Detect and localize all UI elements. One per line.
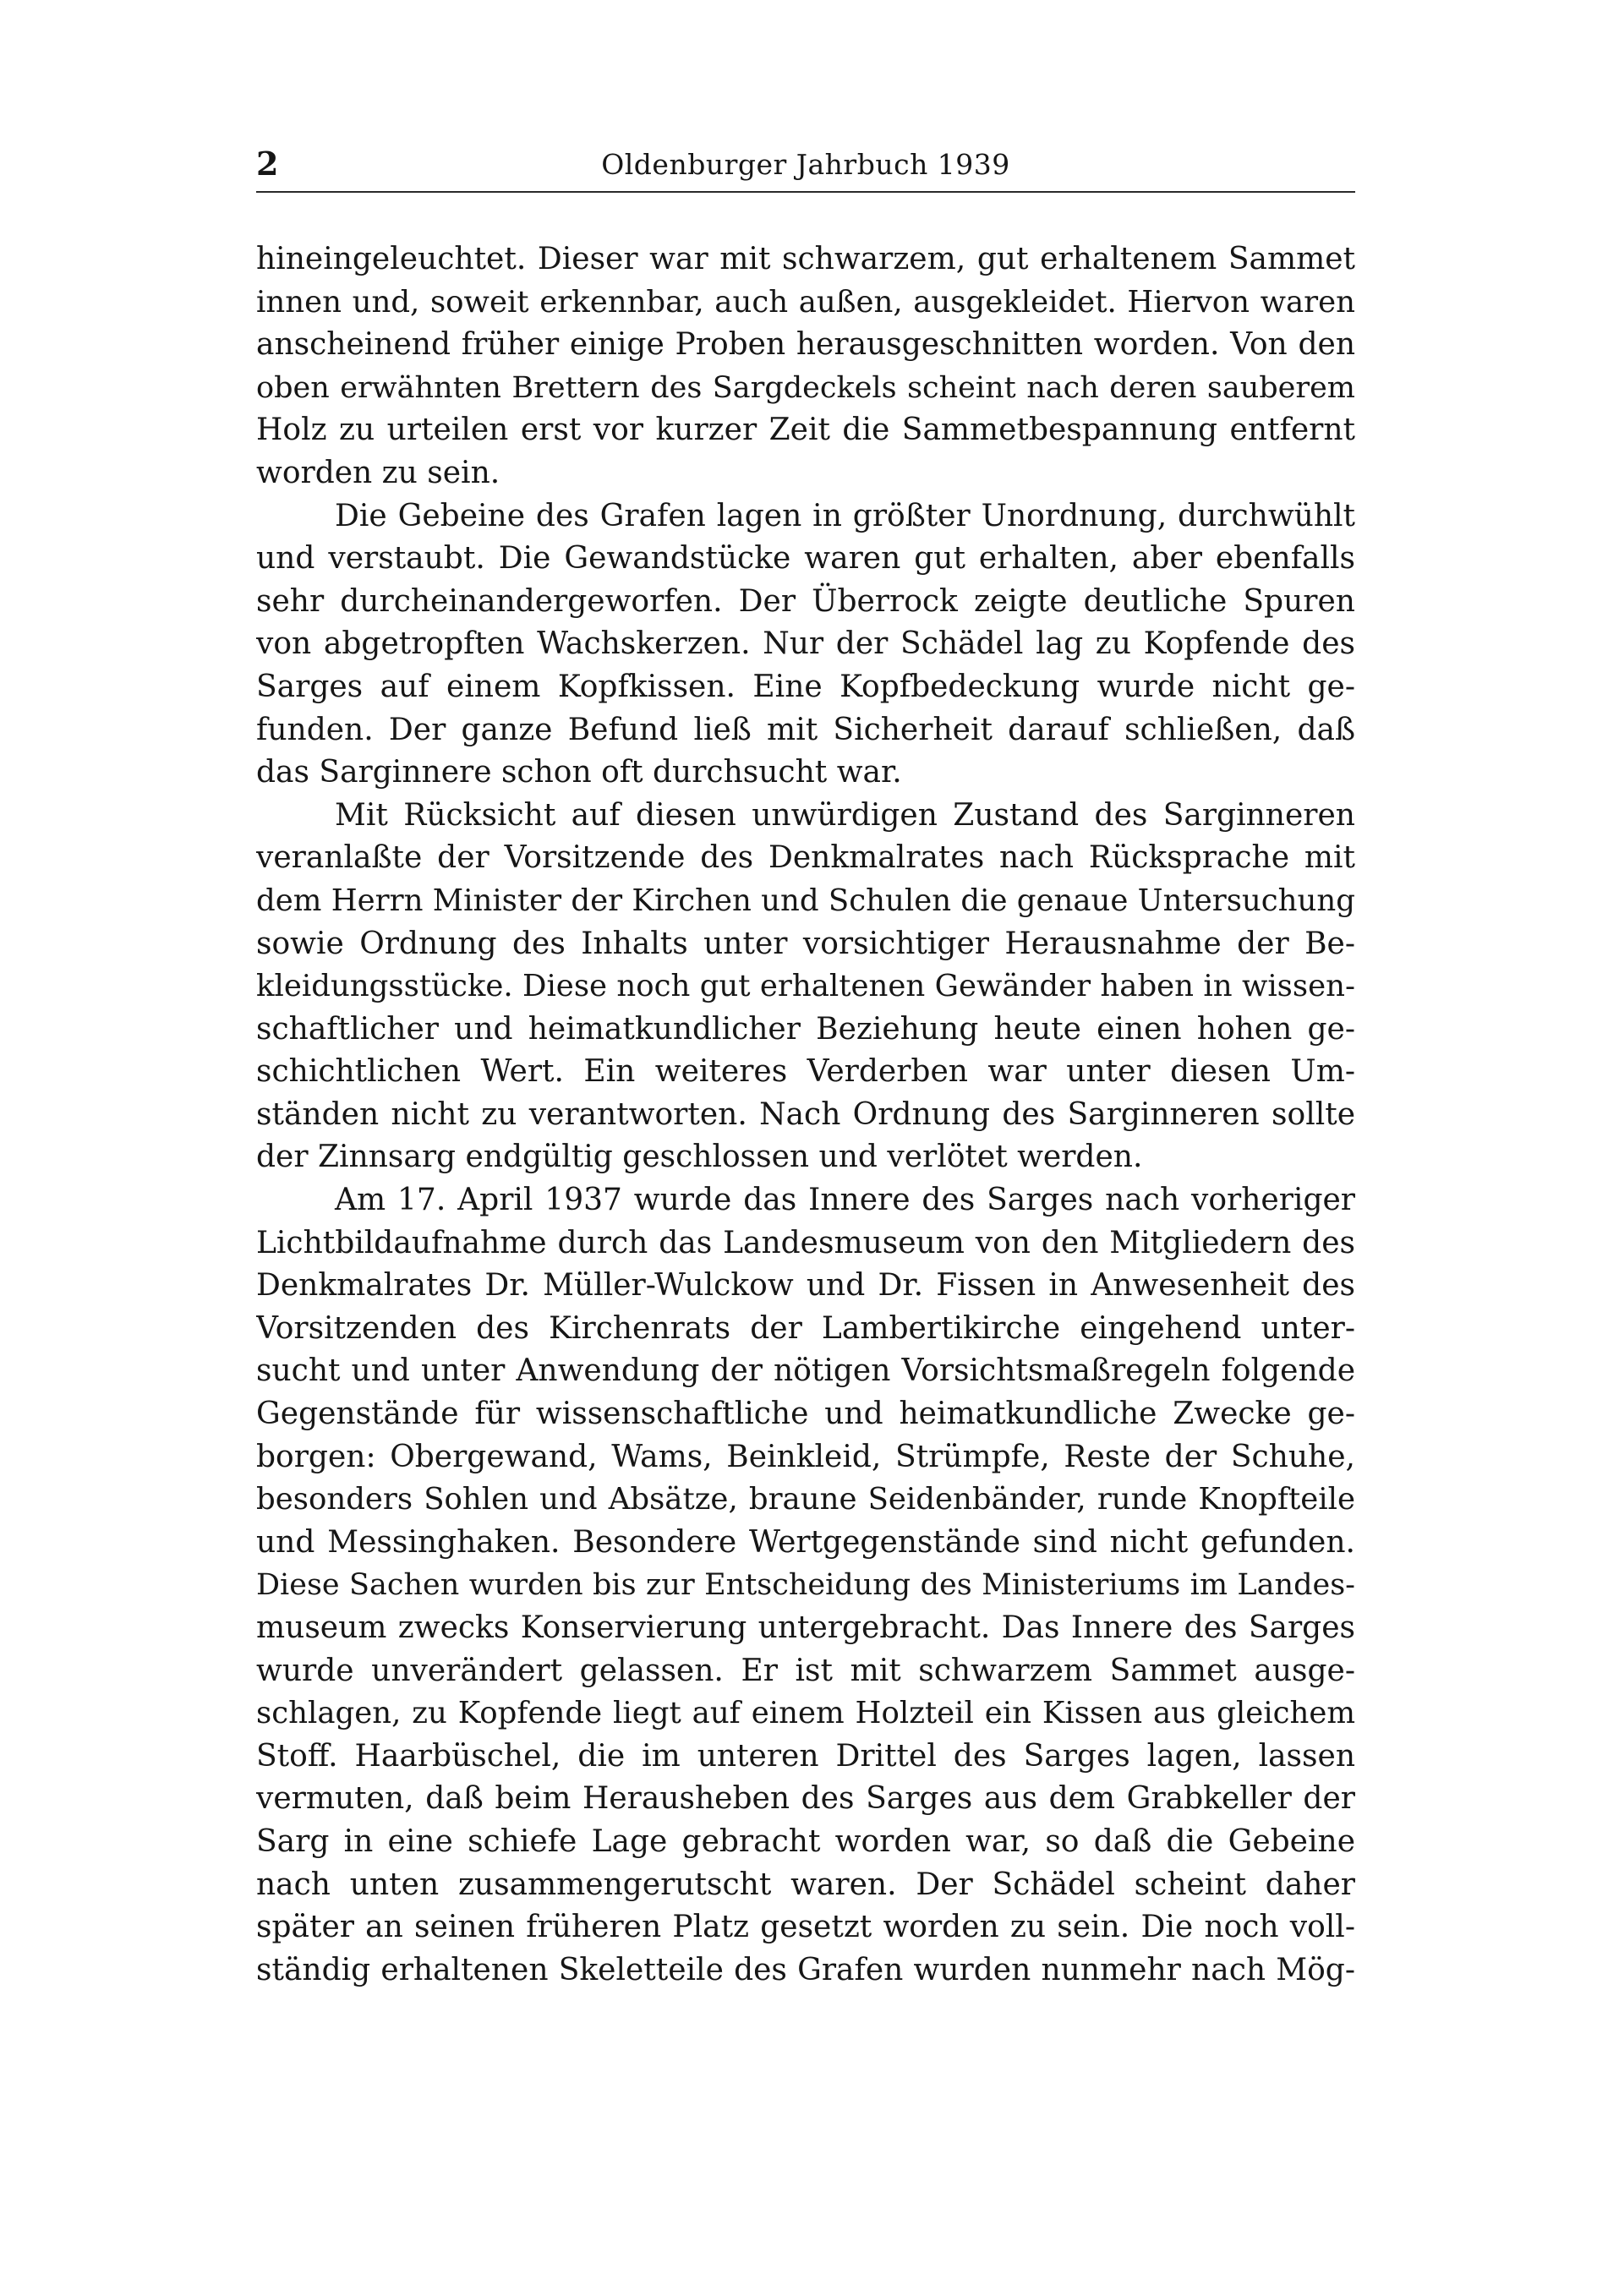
- text-line: Mit Rücksicht auf diesen unwürdigen Zustand des Sarginneren: [335, 797, 1355, 833]
- text-line: kleidungsstücke. Diese noch gut erhaltenen Gewänder haben in wissen-: [256, 969, 1355, 1004]
- text-line: hineingeleuchtet. Dieser war mit schwarzem, gut erhaltenem Sammet: [256, 242, 1355, 276]
- text-line: Sarges auf einem Kopfkissen. Eine Kopfbedeckung wurde nicht ge-: [256, 669, 1355, 704]
- text-line: ständig erhaltenen Skeletteile des Grafen wurden nunmehr nach Mög-: [256, 1952, 1355, 1987]
- text-line: Am 17. April 1937 wurde das Innere des Sarges nach vorheriger: [335, 1183, 1355, 1218]
- text-line: der Zinnsarg endgültig geschlossen und verlötet werden.: [256, 1140, 1143, 1175]
- text-line: später an seinen früheren Platz gesetzt worden zu sein. Die noch voll-: [256, 1910, 1355, 1945]
- text-line: vermuten, daß beim Herausheben des Sarges aus dem Grabkeller der: [256, 1781, 1355, 1817]
- text-line: schaftlicher und heimatkundlicher Beziehung heute einen hohen ge-: [256, 1011, 1355, 1047]
- text-line: sucht und unter Anwendung der nötigen Vorsichtsmaßregeln folgende: [256, 1353, 1355, 1389]
- text-line: und verstaubt. Die Gewandstücke waren gut erhalten, aber ebenfalls: [256, 541, 1355, 577]
- text-line: wurde unverändert gelassen. Er ist mit schwarzem Sammet ausge-: [256, 1653, 1355, 1688]
- page-number: 2: [256, 145, 279, 183]
- text-line: anscheinend früher einige Proben herausgeschnitten worden. Von den: [256, 327, 1355, 363]
- text-line: Denkmalrates Dr. Müller-Wulckow und Dr. Fissen in Anwesenheit des: [256, 1268, 1355, 1304]
- text-line: museum zwecks Konservierung untergebracht. Das Innere des Sarges: [256, 1610, 1355, 1645]
- text-line: das Sarginnere schon oft durchsucht war.: [256, 755, 902, 790]
- text-line: Lichtbildaufnahme durch das Landesmuseum von den Mitgliedern des: [256, 1225, 1355, 1260]
- text-line: besonders Sohlen und Absätze, braune Seidenbänder, runde Knopfteile: [256, 1482, 1355, 1517]
- paragraph-3: [256, 795, 1355, 1179]
- text-line: Stoff. Haarbüschel, die im unteren Drittel des Sarges lagen, lassen: [256, 1738, 1355, 1774]
- text-line: Holz zu urteilen erst vor kurzer Zeit die Sammetbespannung entfernt: [256, 413, 1355, 448]
- text-line: schlagen, zu Kopfende liegt auf einem Holzteil ein Kissen aus gleichem: [256, 1696, 1355, 1731]
- text-line: nach unten zusammengerutscht waren. Der Schädel scheint daher: [256, 1867, 1355, 1902]
- text-line: und Messinghaken. Besondere Wertgegenstände sind nicht gefunden.: [256, 1524, 1355, 1560]
- text-line: funden. Der ganze Befund ließ mit Sicherheit darauf schließen, daß: [256, 712, 1355, 747]
- page-header: [256, 144, 1355, 193]
- paragraph-4: [256, 1179, 1355, 1992]
- paragraph-2: [256, 495, 1355, 795]
- text-line: Vorsitzenden des Kirchenrats der Lambertikirche eingehend unter-: [256, 1310, 1355, 1346]
- text-line: Die Gebeine des Grafen lagen in größter Unordnung, durchwühlt: [335, 498, 1355, 533]
- running-title: Oldenburger Jahrbuch 1939: [601, 148, 1010, 181]
- text-line: dem Herrn Minister der Kirchen und Schulen die genaue Untersuchung: [256, 883, 1355, 918]
- text-line: schichtlichen Wert. Ein weiteres Verderben war unter diesen Um-: [256, 1054, 1355, 1090]
- paragraph-1: [256, 238, 1355, 495]
- text-line: sowie Ordnung des Inhalts unter vorsichtiger Herausnahme der Be-: [256, 926, 1355, 961]
- text-line: von abgetropften Wachskerzen. Nur der Schädel lag zu Kopfende des: [256, 626, 1355, 662]
- text-line: sehr durcheinandergeworfen. Der Überrock zeigte deutliche Spuren: [256, 583, 1355, 619]
- text-line: worden zu sein.: [256, 455, 500, 490]
- text-line: ständen nicht zu verantworten. Nach Ordnung des Sarginneren sollte: [256, 1096, 1355, 1132]
- text-line: veranlaßte der Vorsitzende des Denkmalrates nach Rücksprache mit: [256, 840, 1355, 876]
- text-line: borgen: Obergewand, Wams, Beinkleid, Strümpfe, Reste der Schuhe,: [256, 1439, 1355, 1474]
- text-line: innen und, soweit erkennbar, auch außen, ausgekleidet. Hiervon waren: [256, 284, 1355, 320]
- text-line: Diese Sachen wurden bis zur Entscheidung des Ministeriums im Landes-: [256, 1568, 1355, 1603]
- body-text: [256, 238, 1355, 1992]
- text-line: oben erwähnten Brettern des Sargdeckels scheint nach deren sauberem: [256, 370, 1355, 405]
- text-line: Gegenstände für wissenschaftliche und heimatkundliche Zwecke ge-: [256, 1397, 1355, 1432]
- text-line: Sarg in eine schiefe Lage gebracht worden war, so daß die Gebeine: [256, 1823, 1355, 1859]
